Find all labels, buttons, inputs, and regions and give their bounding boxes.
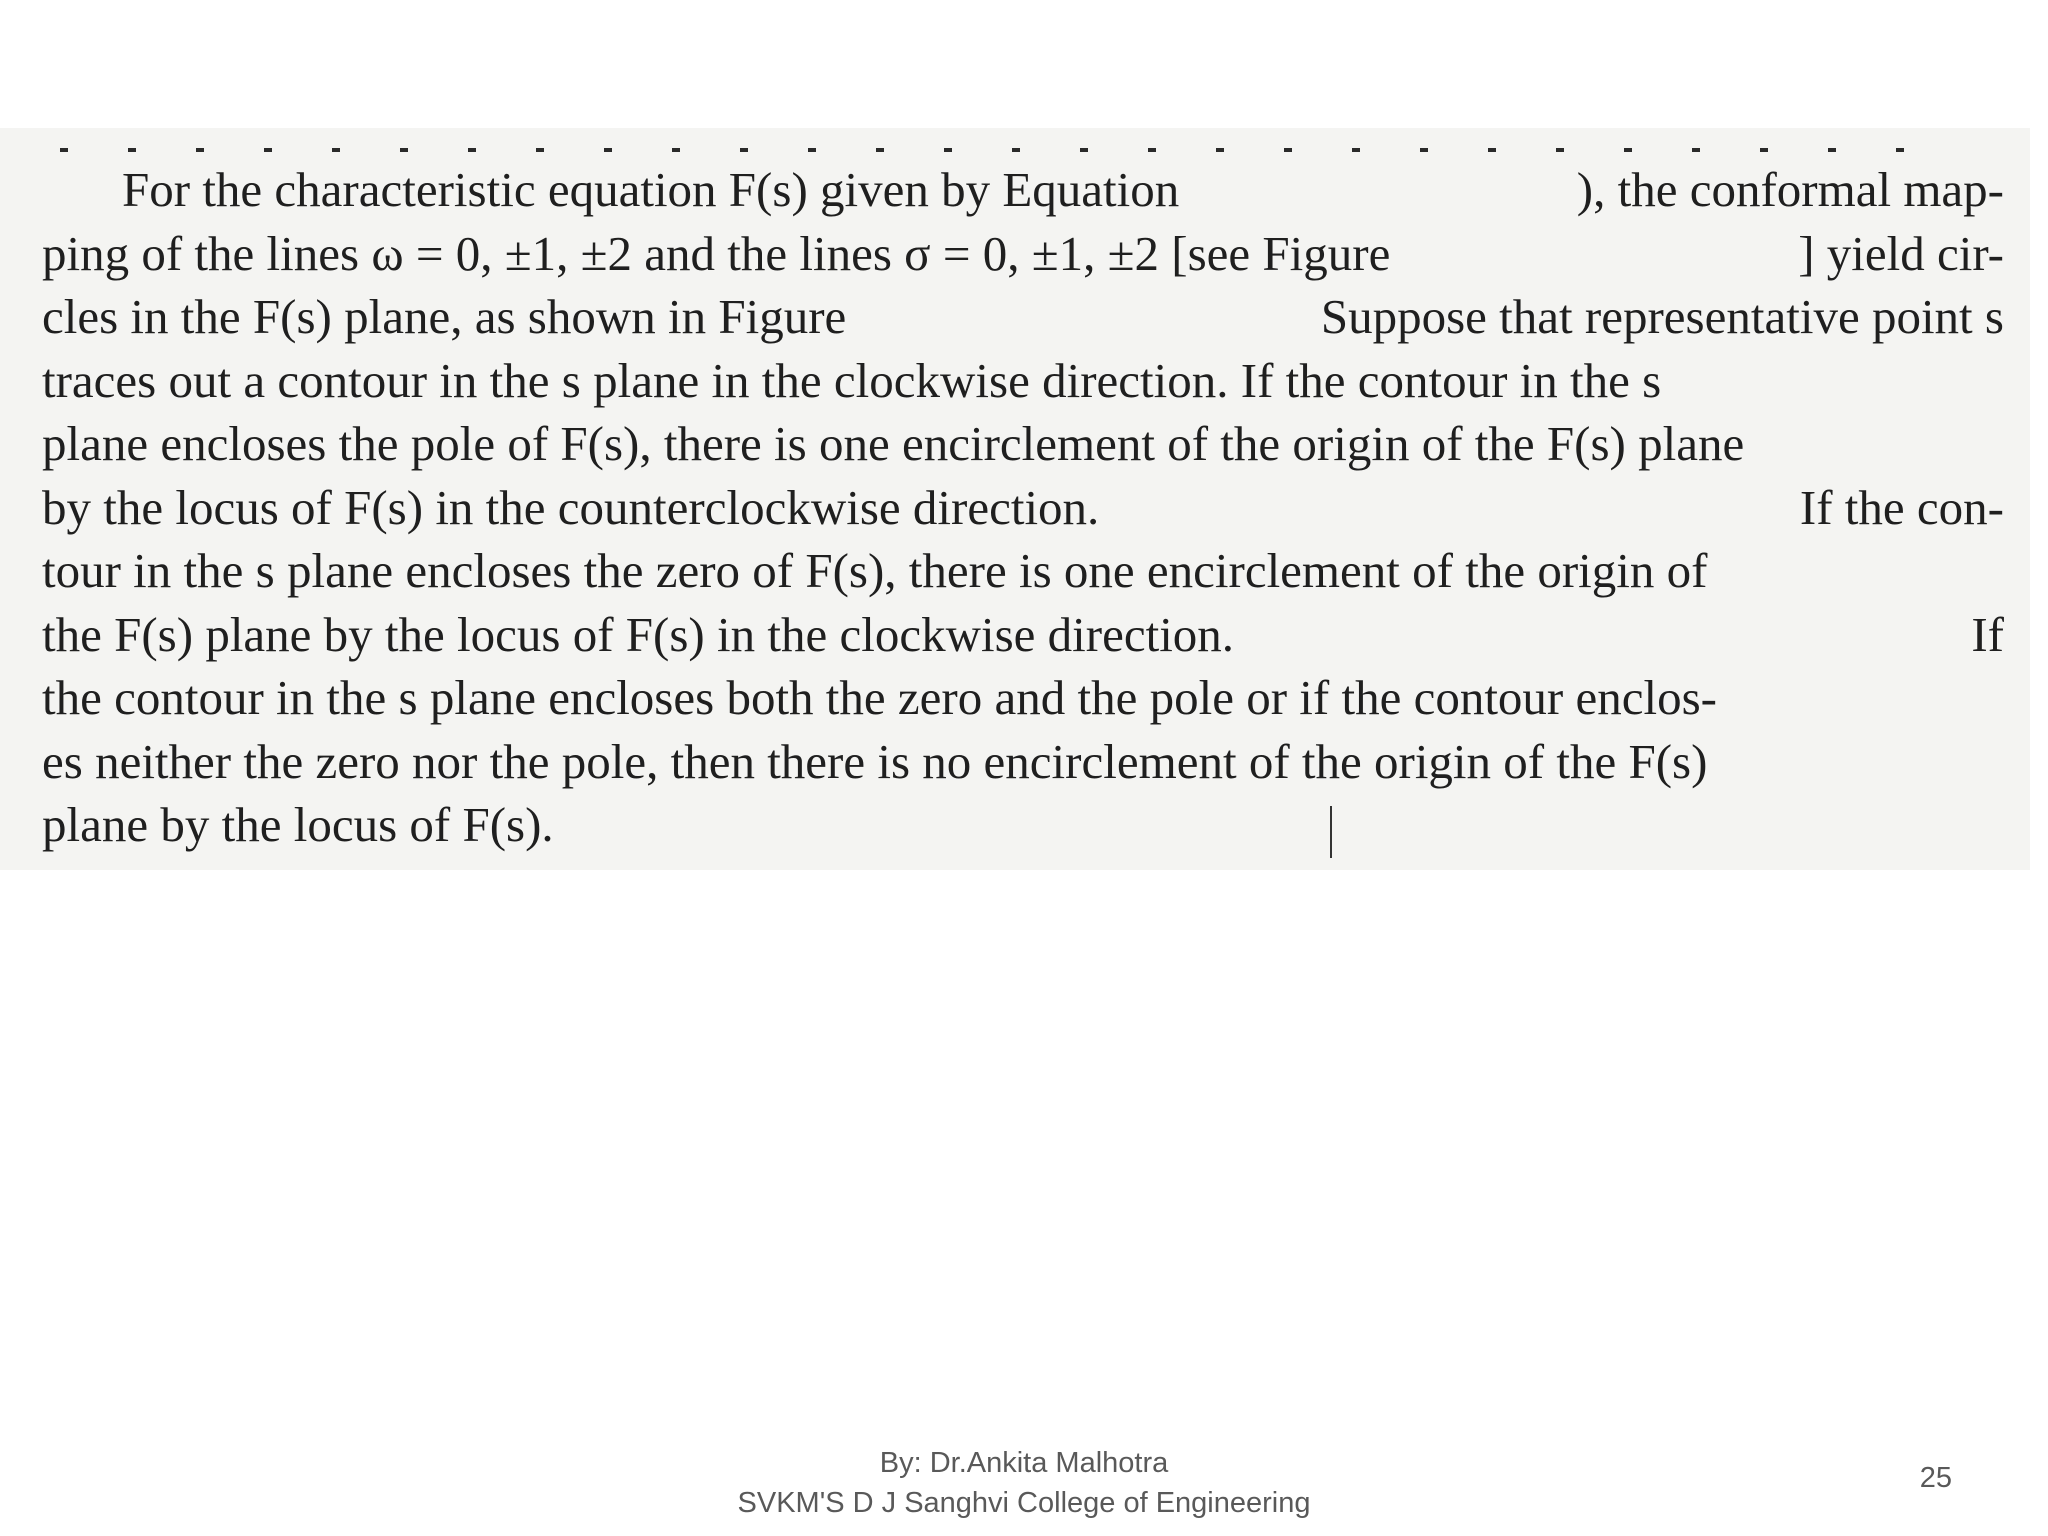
author-name: By: Dr.Ankita Malhotra [879, 1447, 1169, 1479]
paragraph-line [42, 158, 2004, 222]
line-text-right: If the con- [1799, 479, 2004, 535]
slide-number: 25 [1919, 1462, 1952, 1494]
line-text: es neither the zero nor the pole, then there is no encirclement of the origin of the F(s) [42, 733, 1708, 789]
line-text: the F(s) plane by the locus of F(s) in the clockwise direction. [42, 606, 1235, 662]
line-text: tour in the s plane encloses the zero of F(s), there is one encirclement of the origin of [42, 543, 1708, 598]
paragraph-line [42, 285, 2004, 349]
line-text: by the locus of F(s) in the counterclockwise direction. [42, 479, 1100, 535]
paragraph-line [42, 349, 2004, 413]
paragraph-line [42, 730, 2004, 794]
line-text: traces out a contour in the s plane in the clockwise direction. If the contour in the s [42, 352, 1662, 408]
body-paragraph [42, 158, 2004, 857]
paragraph-line [42, 222, 2004, 286]
paragraph-line [42, 793, 2004, 857]
paragraph-line [42, 666, 2004, 730]
paragraph-line [42, 603, 2004, 667]
line-text: the contour in the s plane encloses both the zero and the pole or if the contour enclos- [42, 670, 1717, 725]
line-text: For the characteristic equation F(s) given by Equation [122, 162, 1180, 217]
line-text: ping of the lines ω = 0, ±1, ±2 and the lines σ = 0, ±1, ±2 [see Figure [42, 225, 1391, 281]
paragraph-line [42, 476, 2004, 540]
line-text: plane encloses the pole of F(s), there is one encirclement of the origin of the F(s) plane [42, 416, 1745, 471]
scanned-text-excerpt [0, 128, 2030, 870]
line-text-right: Suppose that representative point s [1320, 289, 2004, 344]
line-text-right: ), the conformal map- [1576, 162, 2004, 217]
line-text: plane by the locus of F(s). [42, 797, 554, 852]
footer-credit [0, 1443, 2048, 1523]
paragraph-line [42, 412, 2004, 476]
line-text: cles in the F(s) plane, as shown in Figure [42, 289, 847, 344]
institution-name: SVKM'S D J Sanghvi College of Engineering [737, 1487, 1311, 1519]
line-text-right: If [1971, 606, 2004, 662]
cursor-mark [1330, 806, 1332, 858]
paragraph-line [42, 539, 2004, 603]
cropped-previous-line [60, 128, 2010, 160]
line-text-right: ] yield cir- [1798, 225, 2004, 281]
